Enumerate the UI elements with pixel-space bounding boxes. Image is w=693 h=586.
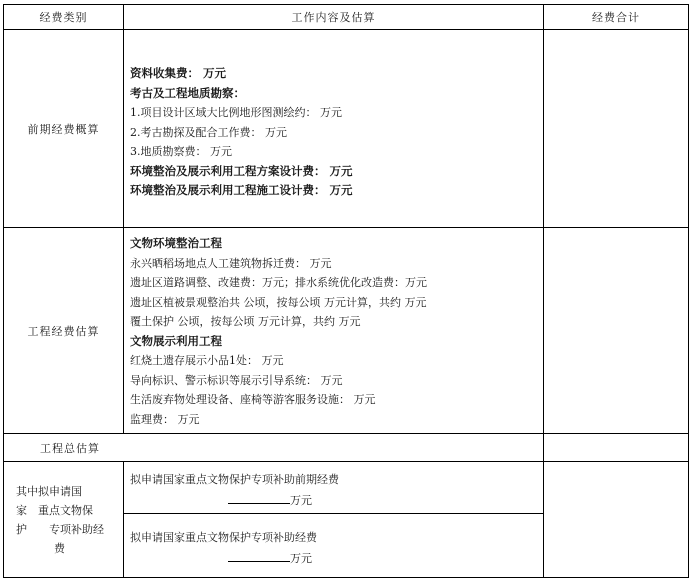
engineering-line: 覆土保护 公顷，按每公顷 万元计算，共约 万元 bbox=[130, 315, 361, 328]
engineering-line: 永兴晒稻场地点人工建筑物拆迁费： 万元 bbox=[130, 256, 332, 270]
preliminary-content bbox=[124, 30, 544, 228]
preliminary-line: 环境整治及展示利用工程方案设计费： 万元 bbox=[130, 163, 353, 178]
engineering-row bbox=[4, 228, 689, 434]
header-category: 经费类别 bbox=[4, 5, 124, 30]
budget-table bbox=[3, 4, 689, 578]
preliminary-line: 3.地质勘察费： 万元 bbox=[130, 145, 232, 158]
engineering-line: 生活废弃物处理设备、座椅等游客服务设施： 万元 bbox=[130, 393, 376, 406]
engineering-content bbox=[124, 228, 544, 434]
total-estimate-category: 工程总估算 bbox=[4, 434, 544, 462]
engineering-lines bbox=[130, 234, 543, 429]
subsidy-total-cell bbox=[544, 462, 689, 578]
preliminary-lines bbox=[130, 64, 543, 201]
total-estimate-row bbox=[4, 434, 689, 462]
engineering-line: 导向标识、警示标识等展示引导系统： 万元 bbox=[130, 373, 343, 387]
subsidy-category-line: 其中拟申请国 bbox=[16, 484, 82, 498]
subsidy-funding-unit: 万元 bbox=[290, 552, 312, 565]
subsidy-row-1 bbox=[4, 462, 689, 514]
engineering-line: 遗址区道路调整、改建费：万元；排水系统优化改造费：万元 bbox=[130, 276, 427, 289]
engineering-line: 监理费： 万元 bbox=[130, 412, 200, 426]
subsidy-preliminary-label: 拟申请国家重点文物保护专项补助前期经费 bbox=[130, 473, 339, 486]
header-total: 经费合计 bbox=[544, 5, 689, 30]
subsidy-funding-blank[interactable] bbox=[228, 548, 290, 562]
preliminary-line: 资料收集费： 万元 bbox=[130, 66, 227, 80]
subsidy-preliminary-blank[interactable] bbox=[228, 490, 290, 504]
preliminary-category: 前期经费概算 bbox=[4, 30, 124, 228]
engineering-total-cell bbox=[544, 228, 689, 434]
preliminary-row bbox=[4, 30, 689, 228]
preliminary-line: 1.项目设计区域大比例地形图测绘约： 万元 bbox=[130, 106, 342, 119]
engineering-line: 遗址区植被景观整治共 公顷，按每公顷 万元计算，共约 万元 bbox=[130, 295, 427, 309]
preliminary-line: 环境整治及展示利用工程施工设计费： 万元 bbox=[130, 183, 353, 197]
header-row bbox=[4, 5, 689, 30]
subsidy-preliminary-unit: 万元 bbox=[290, 494, 312, 507]
subsidy-category-line: 费 bbox=[54, 541, 65, 555]
engineering-line: 文物展示利用工程 bbox=[130, 333, 222, 348]
preliminary-total-cell bbox=[544, 30, 689, 228]
subsidy-category-line: 家 重点文物保 bbox=[16, 503, 93, 517]
engineering-line: 文物环境整治工程 bbox=[130, 236, 222, 250]
engineering-line: 红烧土遗存展示小品1处： 万元 bbox=[130, 354, 284, 367]
subsidy-funding-label: 拟申请国家重点文物保护专项补助经费 bbox=[130, 531, 317, 544]
preliminary-line: 考古及工程地质勘察： bbox=[130, 85, 245, 100]
subsidy-category-line: 护 专项补助经 bbox=[16, 522, 104, 536]
preliminary-line: 2.考古勘探及配合工作费： 万元 bbox=[130, 125, 287, 139]
engineering-category: 工程经费估算 bbox=[4, 228, 124, 434]
subsidy-funding-cell bbox=[124, 514, 544, 578]
subsidy-category bbox=[4, 462, 124, 578]
subsidy-preliminary-cell bbox=[124, 462, 544, 514]
header-content: 工作内容及估算 bbox=[124, 5, 544, 30]
total-estimate-cell bbox=[544, 434, 689, 462]
